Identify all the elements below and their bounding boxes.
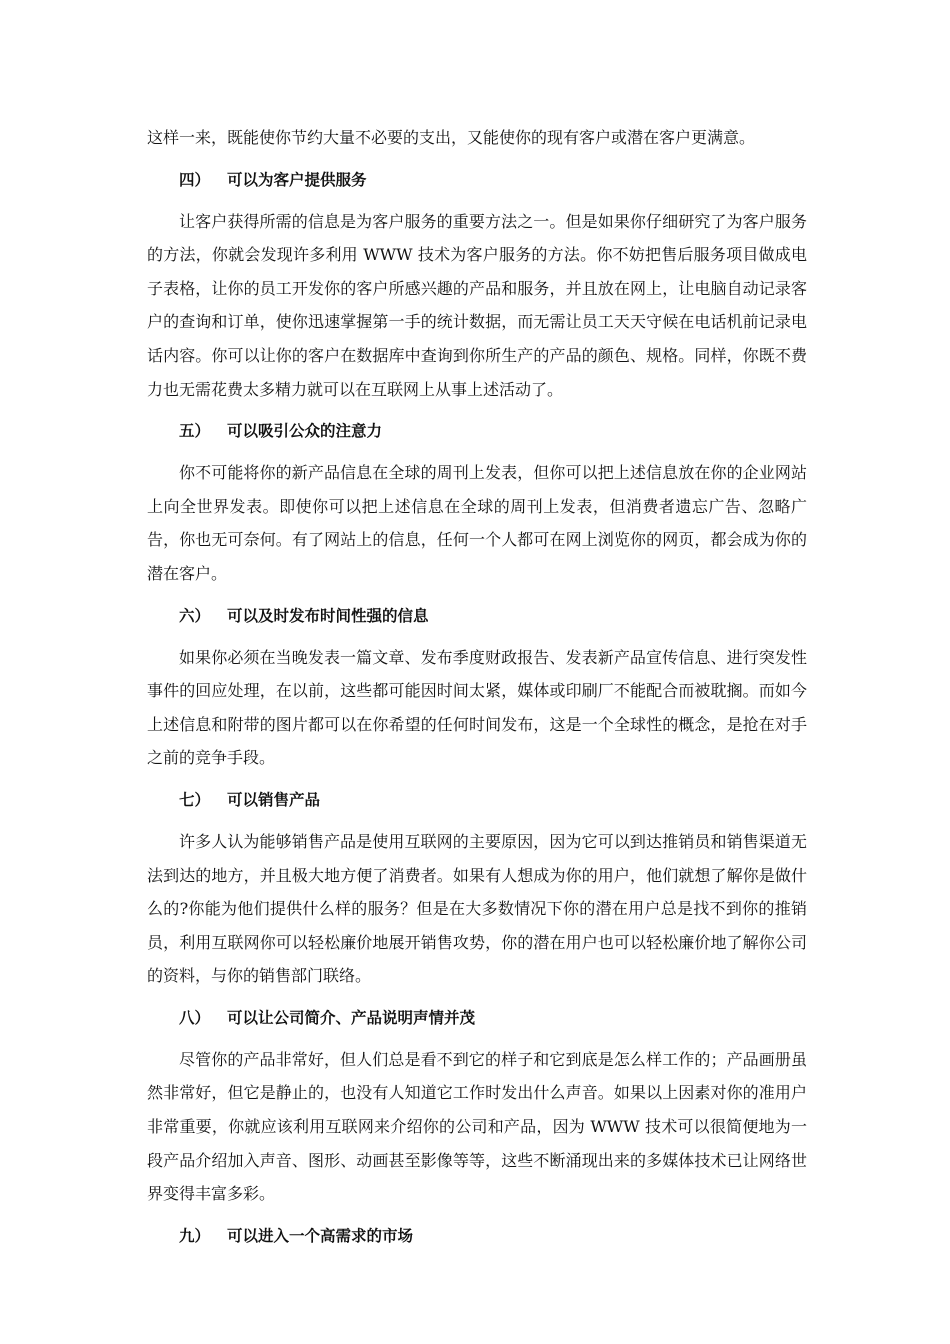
paragraph: 许多人认为能够销售产品是使用互联网的主要原因，因为它可以到达推销员和销售渠道无法到达的地方，并且极大地方便了消费者。如果有人想成为你的用户，他们就想了解你是做什么的?你能为他们提供什么样的服务？但是在大多数情况下你的潜在用户总是找不到你的推销员，利用互联网你可以轻松廉价地展开销售攻势，你的潜在用户也可以轻松廉价地了解你公司的资料，与你的销售部门联络。 [147,831,807,986]
section-number: 八） [179,1008,211,1027]
section-number: 九） [179,1226,211,1245]
section-heading [147,784,807,816]
section-title: 可以让公司简介、产品说明声情并茂 [227,1008,476,1027]
section-number: 五） [179,422,211,441]
paragraph: 如果你必须在当晚发表一篇文章、发布季度财政报告、发表新产品宣传信息、进行突发性事件的回应处理，在以前，这些都可能因时间太紧，媒体或印刷厂不能配合而被耽搁。而如今上述信息和附带的图片都可以在你希望的任何时间发布，这是一个全球性的概念，是抢在对手之前的竞争手段。 [147,647,807,768]
section-heading [147,600,807,632]
section-number: 六） [179,606,211,625]
section-heading [147,415,807,447]
section-title: 可以及时发布时间性强的信息 [227,606,429,625]
section-title: 可以销售产品 [227,790,321,809]
section-heading [147,1002,807,1034]
paragraph: 尽管你的产品非常好，但人们总是看不到它的样子和它到底是怎么样工作的；产品画册虽然非常好，但它是静止的，也没有人知道它工作时发出什么声音。如果以上因素对你的准用户非常重要，你就应该利用互联网来介绍你的公司和产品，因为 WWW 技术可以很简便地为一段产品介绍加入声音、图形、动画甚至影像等等，这些不断涌现出来的多媒体技术已让网络世界变得丰富多彩。 [147,1049,807,1204]
document-body [147,121,807,1261]
paragraph: 让客户获得所需的信息是为客户服务的重要方法之一。但是如果你仔细研究了为客户服务的方法，你就会发现许多利用 WWW 技术为客户服务的方法。你不妨把售后服务项目做成电子表格，让你的员工开发你的客户所感兴趣的产品和服务，并且放在网上，让电脑自动记录客户的查询和订单，使你迅速掌握第一手的统计数据，而无需让员工天天守候在电话机前记录电话内容。你可以让你的客户在数据库中查询到你所生产的产品的颜色、规格。同样，你既不费力也无需花费太多精力就可以在互联网上从事上述活动了。 [147,211,807,399]
paragraph: 这样一来，既能使你节约大量不必要的支出，又能使你的现有客户或潜在客户更满意。 [147,128,756,147]
paragraph: 你不可能将你的新产品信息在全球的周刊上发表，但你可以把上述信息放在你的企业网站上向全世界发表。即使你可以把上述信息在全球的周刊上发表，但消费者遗忘广告、忽略广告，你也无可奈何。有了网站上的信息，任何一个人都可在网上浏览你的网页，都会成为你的潜在客户。 [147,463,807,583]
section-heading [147,1220,807,1252]
section-title: 可以进入一个高需求的市场 [227,1226,414,1245]
section-title: 可以吸引公众的注意力 [227,422,383,441]
section-heading [147,164,807,196]
section-title: 可以为客户提供服务 [227,170,367,189]
section-number: 四） [179,170,211,189]
section-number: 七） [179,790,211,809]
